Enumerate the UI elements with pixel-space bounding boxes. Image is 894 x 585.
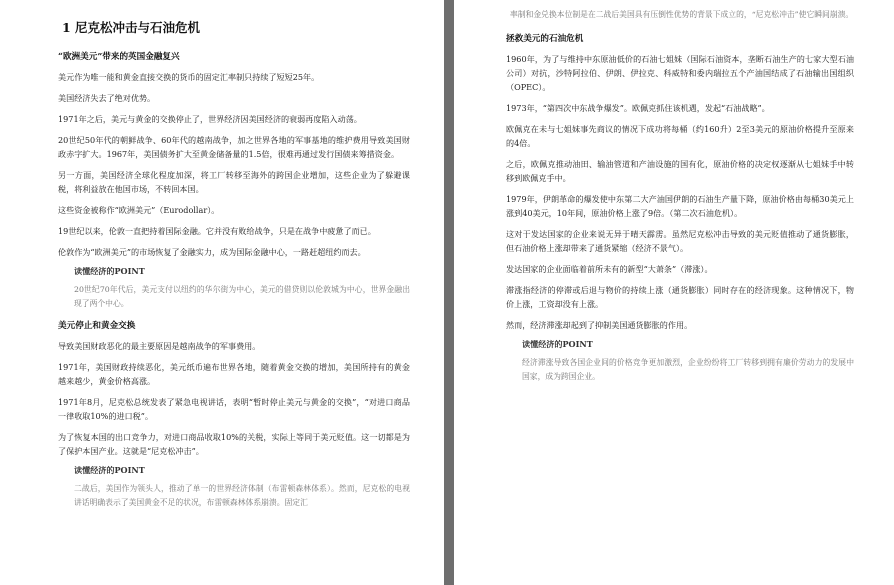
chapter-title: 1 尼克松冲击与石油危机 [62,20,201,35]
section-heading-oil-crisis: 拯救美元的石油危机 [506,34,584,44]
paragraph: 1973年，“第四次中东战争爆发”。欧佩克抓住该机遇，发起“石油战略”。 [506,103,770,113]
point-title: 读懂经济的POINT [74,465,145,475]
point-body: 经济滞涨导致各国企业间的价格竞争更加激烈，企业纷纷将工厂转移到拥有廉价劳动力的发展中国家，成为跨国企业。 [522,358,854,381]
right-page [454,0,894,585]
paragraph: 之后，欧佩克推动油田、输油管道和产油设施的国有化，原油价格的决定权逐渐从七姐妹手中转移到欧佩克手中。 [506,159,854,183]
section-heading-eurodollar: “欧洲美元”带来的英国金融复兴 [58,52,180,62]
paragraph: 1971年，美国财政持续恶化，美元纸币遍布世界各地，随着黄金交换的增加，美国所持有的黄金越来越少，黄金价格高涨。 [58,362,410,386]
paragraph: 1971年之后，美元与黄金的交换停止了，世界经济因美国经济的衰弱再度陷入动荡。 [58,114,362,124]
paragraph: 欧佩克在未与七姐妹事先商议的情况下成功将每桶（约160升）2至3美元的原油价格提升至原来的4倍。 [506,124,854,148]
paragraph: 19世纪以来，伦敦一直把持着国际金融。它并没有败给战争，只是在战争中疲惫了而已。 [58,226,376,236]
page-gutter [444,0,454,585]
paragraph: 伦敦作为“欧洲美元”的市场恢复了金融实力，成为国际金融中心，一路赶超纽约而去。 [58,247,366,257]
left-page [0,0,444,585]
paragraph: 1979年，伊朗革命的爆发使中东第二大产油国伊朗的石油生产量下降，原油价格由每桶30美元上涨到40美元，10年间，原油价格上涨了9倍。（第二次石油危机）。 [506,194,854,218]
paragraph: 20世纪50年代的朝鲜战争、60年代的越南战争，加之世界各地的军事基地的维护费用导致美国财政赤字扩大。1967年，美国债务扩大至黄金储备量的1.5倍，很难再通过发行国债来筹措资金。 [58,135,410,159]
paragraph: 然而，经济滞涨却起到了抑制美国通货膨胀的作用。 [506,320,693,330]
section-heading-gold-exchange: 美元停止和黄金交换 [58,321,136,331]
point-title: 读懂经济的POINT [74,266,145,276]
continued-point-body: 率制和金兑换本位制是在二战后美国具有压倒性优势的背景下成立的，“尼克松冲击”使它瞬间崩溃。 [510,10,854,19]
paragraph: 这些资金被称作“欧洲美元”（Eurodollar）。 [58,205,220,215]
paragraph: 滞涨指经济的停滞或后退与物价的持续上涨（通货膨胀）同时存在的经济现象。这种情况下，物价上涨，工资却没有上涨。 [506,285,854,309]
paragraph: 导致美国财政恶化的最主要原因是越南战争的军事费用。 [58,341,261,351]
point-body: 20世纪70年代后，美元支付以纽约的华尔街为中心，美元的借贷则以伦敦城为中心，世界金融出现了两个中心。 [74,285,410,308]
paragraph: 这对于发达国家的企业来说无异于晴天霹雳。虽然尼克松冲击导致的美元贬值推动了通货膨胀，但石油价格上涨却带来了通货紧缩（经济不景气）。 [506,229,854,253]
paragraph: 另一方面，美国经济全球化程度加深，将工厂转移至海外的跨国企业增加，这些企业为了躲避课税，将利益放在他国市场，不转回本国。 [58,170,410,194]
paragraph: 1960年，为了与维持中东原油低价的石油七姐妹（国际石油资本，垄断石油生产的七家大型石油公司）对抗，沙特阿拉伯、伊朗、伊拉克、科威特和委内瑞拉五个产油国结成了石油输出国组织（OPEC）。 [506,54,854,92]
paragraph: 美元作为唯一能和黄金直接交换的货币的固定汇率制只持续了短短25年。 [58,72,320,82]
point-title: 读懂经济的POINT [522,339,593,349]
paragraph: 1971年8月，尼克松总统发表了紧急电视讲话，表明“暂时停止美元与黄金的交换”，“对进口商品一律收取10%的进口税”。 [58,397,410,421]
point-body: 二战后，美国作为领头人，推动了单一的世界经济体制（布雷顿森林体系）。然而，尼克松的电视讲话明确表示了美国黄金不足的状况，布雷顿森林体系崩溃。固定汇 [74,484,410,507]
paragraph: 发达国家的企业面临着前所未有的新型“大萧条”（滞涨）。 [506,264,713,274]
paragraph: 为了恢复本国的出口竞争力，对进口商品收取10%的关税，实际上等同于美元贬值。这一切都是为了保护本国产业。这就是“尼克松冲击”。 [58,432,410,456]
paragraph: 美国经济失去了绝对优势。 [58,93,156,103]
